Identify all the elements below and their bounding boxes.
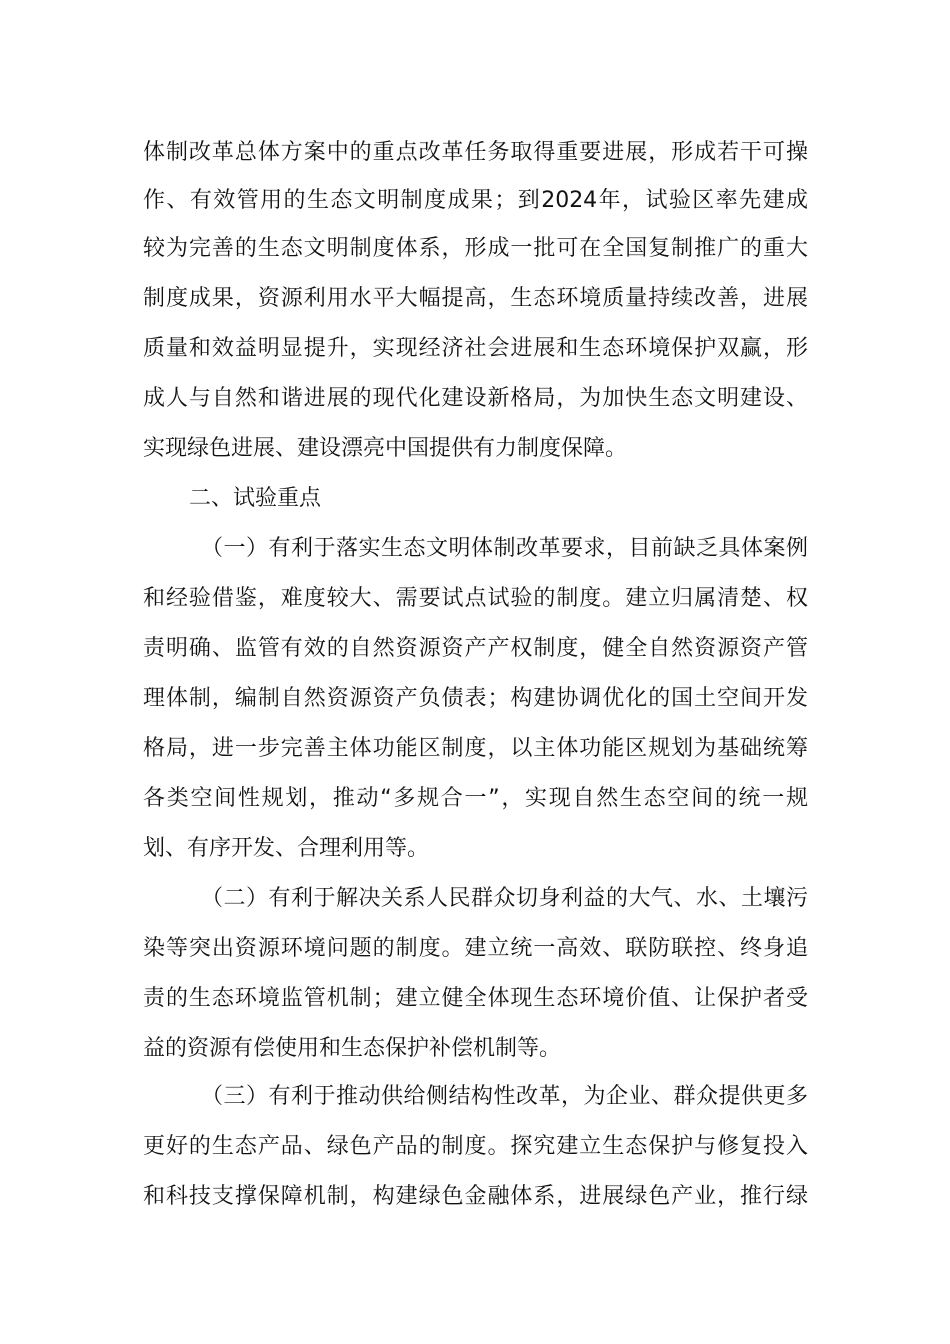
body-line: 更好的生态产品、绿色产品的制度。探究建立生态保护与修复投入 (143, 1134, 808, 1159)
body-line: 较为完善的生态文明制度体系，形成一批可在全国复制推广的重大 (143, 236, 808, 261)
body-line: 格局，进一步完善主体功能区制度，以主体功能区规划为基础统筹 (143, 736, 808, 761)
body-line: 理体制，编制自然资源资产负债表；构建协调优化的国土空间开发 (143, 686, 808, 711)
body-line: 益的资源有偿使用和生态保护补偿机制等。 (143, 1036, 562, 1061)
body-line: （三）有利于推动供给侧结构性改革，为企业、群众提供更多 (201, 1084, 808, 1109)
body-line: 实现绿色进展、建设漂亮中国提供有力制度保障。 (143, 436, 628, 461)
body-line: 和科技支撑保障机制，构建绿色金融体系，进展绿色产业，推行绿 (143, 1184, 808, 1209)
body-line: 各类空间性规划，推动“多规合一”，实现自然生态空间的统一规 (143, 786, 808, 811)
body-line: 制度成果，资源利用水平大幅提高，生态环境质量持续改善，进展 (143, 286, 808, 311)
body-line: 责明确、监管有效的自然资源资产产权制度，健全自然资源资产管 (143, 636, 808, 661)
body-line: 体制改革总体方案中的重点改革任务取得重要进展，形成若干可操 (143, 140, 808, 165)
body-line: 责的生态环境监管机制；建立健全体现生态环境价值、让保护者受 (143, 986, 808, 1011)
body-line: 染等突出资源环境问题的制度。建立统一高效、联防联控、终身追 (143, 936, 808, 961)
body-line: 成人与自然和谐进展的现代化建设新格局，为加快生态文明建设、 (143, 386, 808, 411)
section-heading: 二、试验重点 (189, 486, 322, 511)
body-line: 质量和效益明显提升，实现经济社会进展和生态环境保护双赢，形 (143, 336, 808, 361)
body-line: （二）有利于解决关系人民群众切身利益的大气、水、土壤污 (201, 886, 808, 911)
body-line: 划、有序开发、合理利用等。 (143, 836, 430, 861)
body-line: （一）有利于落实生态文明体制改革要求，目前缺乏具体案例 (201, 536, 808, 561)
body-line: 和经验借鉴，难度较大、需要试点试验的制度。建立归属清楚、权 (143, 586, 808, 611)
body-line: 作、有效管用的生态文明制度成果；到2024年，试验区率先建成 (143, 188, 808, 213)
